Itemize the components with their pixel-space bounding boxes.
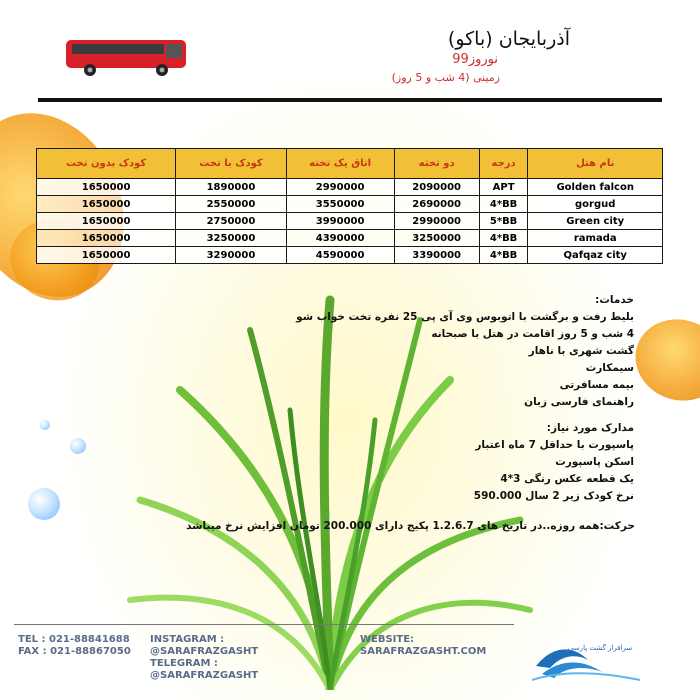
column-header: درجه [479, 149, 528, 179]
table-cell: 3390000 [394, 247, 479, 264]
table-cell: 3250000 [394, 230, 479, 247]
page-title: آذربایجان (باکو) [447, 28, 570, 50]
table-cell: 2750000 [176, 213, 286, 230]
service-item: راهنمای فارسی زبان [524, 396, 634, 408]
table-cell: 2550000 [176, 196, 286, 213]
table-row [37, 179, 663, 196]
document-item: یک قطعه عکس رنگی 3*4 [500, 473, 634, 485]
table-cell: 3250000 [176, 230, 286, 247]
table-cell: 1650000 [37, 196, 176, 213]
table-cell: 5*BB [479, 213, 528, 230]
page-subtitle: نوروز99 [452, 52, 498, 67]
website-link[interactable]: SARAFRAZGASHT.COM [360, 646, 487, 657]
telegram-label: TELEGRAM : [150, 658, 218, 669]
table-cell: 2090000 [394, 179, 479, 196]
column-header: کودک با تخت [176, 149, 286, 179]
service-item: 4 شب و 5 روز اقامت در هتل با صبحانه [431, 328, 634, 340]
table-cell: 3990000 [286, 213, 394, 230]
document-item: نرخ کودک زیر 2 سال 590.000 [473, 490, 634, 502]
table-cell: ramada [528, 230, 663, 247]
table-cell: 1650000 [37, 179, 176, 196]
service-item: بیمه مسافرتی [559, 379, 634, 391]
table-cell: 4390000 [286, 230, 394, 247]
phone-number: TEL : 021-88841688 [18, 634, 130, 645]
logo-text: سرافراز گشت پارسی [568, 644, 633, 652]
table-cell: Green city [528, 213, 663, 230]
table-header-row [37, 149, 663, 179]
table-row [37, 230, 663, 247]
table-cell: 2690000 [394, 196, 479, 213]
instagram-handle[interactable]: @SARAFRAZGASHT [150, 646, 259, 657]
table-cell: 1650000 [37, 230, 176, 247]
documents-section [474, 420, 634, 505]
table-cell: 1650000 [37, 213, 176, 230]
telegram-handle[interactable]: @SARAFRAZGASHT [150, 670, 259, 681]
table-cell: 1650000 [37, 247, 176, 264]
table-cell: 4590000 [286, 247, 394, 264]
document-item: پاسپورت با حداقل 7 ماه اعتبار [475, 439, 634, 451]
service-item: بلیط رفت و برگشت با اتوبوس وی آی پی 25 نفره تخت خواب شو [296, 311, 634, 323]
documents-title: مدارک مورد نیاز: [546, 422, 634, 434]
service-item: گشت شهری با ناهار [528, 345, 634, 357]
column-header: اتاق یک تخته [286, 149, 394, 179]
table-cell: Golden falcon [528, 179, 663, 196]
hotel-price-table [36, 148, 663, 264]
footer-divider [14, 624, 514, 625]
table-cell: 4*BB [479, 230, 528, 247]
table-cell: 2990000 [286, 179, 394, 196]
column-header: نام هتل [528, 149, 663, 179]
table-cell: 4*BB [479, 247, 528, 264]
company-logo [532, 636, 642, 682]
table-cell: gorgud [528, 196, 663, 213]
table-cell: 2990000 [394, 213, 479, 230]
fax-number: FAX : 021-88867050 [18, 646, 131, 657]
column-header: کودک بدون تخت [37, 149, 176, 179]
table-cell: Qafqaz city [528, 247, 663, 264]
services-title: خدمات: [595, 294, 634, 306]
column-header: دو تخته [394, 149, 479, 179]
departure-note: حرکت:همه روزه..در تاریخ های 1.2.6.7 پکیج دارای 200.000 تومان افزایش نرخ میباشد [186, 520, 635, 532]
table-cell: 4*BB [479, 196, 528, 213]
table-cell: APT [479, 179, 528, 196]
table-cell: 3550000 [286, 196, 394, 213]
table-row [37, 247, 663, 264]
table-row [37, 196, 663, 213]
bubble-decoration [70, 438, 86, 454]
service-item: سیمکارت [585, 362, 634, 374]
bubble-decoration [28, 488, 60, 520]
document-item: اسکن پاسپورت [555, 456, 634, 468]
table-row [37, 213, 663, 230]
table-cell: 3290000 [176, 247, 286, 264]
header-divider [38, 98, 662, 102]
website-label: WEBSITE: [360, 634, 415, 645]
bus-illustration [62, 34, 192, 78]
bubble-decoration [40, 420, 50, 430]
table-cell: 1890000 [176, 179, 286, 196]
instagram-label: INSTAGRAM : [150, 634, 225, 645]
tour-duration-note: زمینی (4 شب و 5 روز) [391, 71, 500, 84]
services-section [296, 292, 634, 411]
